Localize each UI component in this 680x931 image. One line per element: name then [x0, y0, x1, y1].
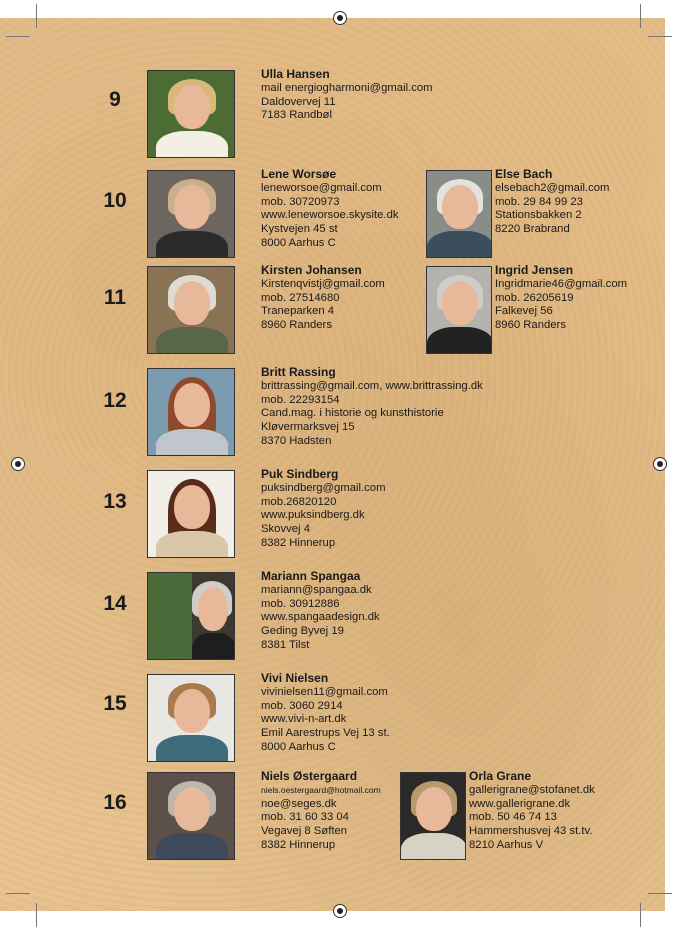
artist-entry [261, 168, 399, 251]
artist-website: www.spangaadesign.dk [261, 611, 380, 624]
artist-name: Vivi Nielsen [261, 671, 329, 685]
artist-name: Kirsten Johansen [261, 263, 362, 277]
artist-city: 8382 Hinnerup [261, 536, 336, 549]
entry-number: 14 [103, 592, 127, 615]
registration-mark [333, 11, 347, 25]
artist-name: Ingrid Jensen [495, 263, 574, 277]
artist-phone: mob. 31 60 33 04 [261, 811, 349, 824]
artist-entry [495, 264, 627, 333]
entry-number: 13 [103, 490, 127, 513]
artist-entry [261, 366, 483, 449]
portrait-photo [426, 170, 492, 258]
entry-number: 10 [103, 189, 127, 212]
artist-name: Else Bach [495, 167, 553, 181]
artist-email: mail energiogharmoni@gmail.com [261, 81, 433, 94]
entry-number: 12 [103, 389, 127, 412]
artist-address: Kløvermarksvej 15 [261, 421, 355, 434]
portrait-photo [426, 266, 492, 354]
artist-email: noe@seges.dk [261, 797, 337, 810]
portrait-photo [147, 170, 235, 258]
entry-number: 16 [103, 791, 127, 814]
artist-address: Hammershusvej 43 st.tv. [469, 825, 593, 838]
portrait-photo [147, 674, 235, 762]
crop-mark [6, 893, 30, 894]
crop-mark [36, 903, 37, 927]
crop-mark [6, 36, 30, 37]
artist-phone: mob. 3060 2914 [261, 699, 343, 712]
artist-city: 8220 Brabrand [495, 223, 570, 236]
portrait-photo [147, 772, 235, 860]
artist-city: 8000 Aarhus C [261, 740, 336, 753]
artist-city: 8382 Hinnerup [261, 838, 336, 851]
artist-website: www.gallerigrane.dk [469, 797, 571, 810]
artist-email: leneworsoe@gmail.com [261, 181, 382, 194]
artist-name: Ulla Hansen [261, 67, 330, 81]
artist-name: Orla Grane [469, 769, 532, 783]
entry-number: 15 [103, 692, 127, 715]
portrait-photo [147, 572, 235, 660]
registration-mark [653, 457, 667, 471]
artist-address: Skovvej 4 [261, 523, 310, 536]
artist-city: 8960 Randers [495, 319, 566, 332]
artist-phone: mob. 29 84 99 23 [495, 195, 583, 208]
artist-entry [261, 68, 433, 123]
crop-mark [648, 36, 672, 37]
artist-address: Stationsbakken 2 [495, 209, 582, 222]
artist-city: 8210 Aarhus V [469, 838, 544, 851]
artist-address: Kystvejen 45 st [261, 223, 338, 236]
artist-city: 7183 Randbøl [261, 109, 332, 122]
artist-phone: mob. 26205619 [495, 291, 574, 304]
artist-phone: mob. 27514680 [261, 291, 340, 304]
portrait-photo [147, 266, 235, 354]
artist-city: 8381 Tilst [261, 638, 310, 651]
artist-address: Falkevej 56 [495, 305, 553, 318]
artist-city: 8370 Hadsten [261, 434, 332, 447]
artist-entry [469, 770, 595, 853]
artist-entry [261, 672, 390, 755]
portrait-photo [147, 470, 235, 558]
artist-entry [261, 468, 386, 551]
artist-email: gallerigrane@stofanet.dk [469, 783, 595, 796]
artist-website: www.vivi-n-art.dk [261, 713, 347, 726]
portrait-photo [400, 772, 466, 860]
registration-mark [333, 904, 347, 918]
artist-entry [261, 770, 381, 853]
artist-email: puksindberg@gmail.com [261, 481, 386, 494]
artist-name: Britt Rassing [261, 365, 336, 379]
registration-mark [11, 457, 25, 471]
artist-website: www.puksindberg.dk [261, 509, 365, 522]
artist-address: Traneparken 4 [261, 305, 335, 318]
artist-email: mariann@spangaa.dk [261, 583, 372, 596]
artist-city: 8960 Randers [261, 319, 332, 332]
artist-address: Geding Byvej 19 [261, 625, 344, 638]
entry-number: 9 [109, 88, 121, 111]
artist-name: Puk Sindberg [261, 467, 339, 481]
artist-email: elsebach2@gmail.com [495, 181, 610, 194]
artist-email: Ingridmarie46@gmail.com [495, 277, 628, 290]
artist-phone: mob. 30720973 [261, 195, 340, 208]
artist-website: www.leneworsoe.skysite.dk [261, 209, 399, 222]
crop-mark [640, 903, 641, 927]
artist-entry [261, 264, 385, 333]
crop-mark [36, 4, 37, 28]
artist-address: Emil Aarestrups Vej 13 st. [261, 727, 390, 740]
artist-address: Daldovervej 11 [261, 95, 336, 108]
artist-phone: mob.26820120 [261, 495, 337, 508]
artist-email: niels.oestergaard@hotmail.com [261, 784, 381, 795]
portrait-photo [147, 368, 235, 456]
artist-email: vivinielsen11@gmail.com [261, 685, 388, 698]
artist-email: brittrassing@gmail.com, www.brittrassing.dk [261, 379, 483, 392]
artist-city: 8000 Aarhus C [261, 236, 336, 249]
artist-entry [261, 570, 380, 653]
artist-name: Mariann Spangaa [261, 569, 361, 583]
artist-title: Cand.mag. i historie og kunsthistorie [261, 407, 444, 420]
artist-address: Vegavej 8 Søften [261, 825, 348, 838]
portrait-photo [147, 70, 235, 158]
artist-phone: mob. 30912886 [261, 597, 340, 610]
entry-number: 11 [103, 286, 127, 309]
artist-name: Lene Worsøe [261, 167, 337, 181]
crop-mark [648, 893, 672, 894]
artist-phone: mob. 50 46 74 13 [469, 811, 557, 824]
crop-mark [640, 4, 641, 28]
artist-name: Niels Østergaard [261, 769, 358, 783]
artist-entry [495, 168, 609, 237]
artist-phone: mob. 22293154 [261, 393, 340, 406]
artist-email: Kirstenqvistj@gmail.com [261, 277, 385, 290]
